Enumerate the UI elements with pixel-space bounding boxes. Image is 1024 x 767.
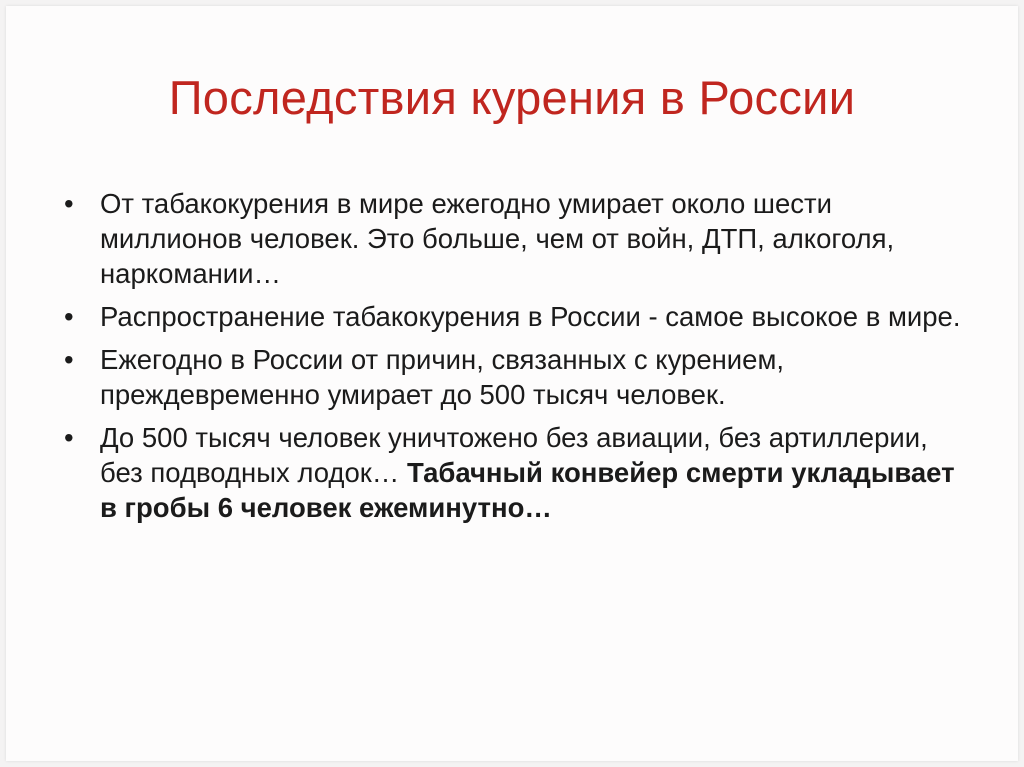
bullet-item — [64, 342, 964, 412]
bullet-item — [64, 186, 964, 291]
bullet-text: До 500 тысяч человек уничтожено без авиации, без артиллерии, без подводных лодок… — [100, 422, 928, 488]
bullet-marker-icon: • — [64, 301, 74, 332]
bullet-marker-icon: • — [64, 422, 74, 453]
bullet-item — [64, 299, 964, 334]
bullet-emphasis-text: Табачный конвейер смерти укладывает в гробы 6 человек ежеминутно… — [100, 457, 955, 523]
bullet-text: Распространение табакокурения в России - самое высокое в мире. — [100, 301, 961, 332]
slide — [6, 6, 1018, 761]
bullet-text: Ежегодно в России от причин, связанных с курением, преждевременно умирает до 500 тысяч человек. — [100, 344, 785, 410]
bullet-marker-icon: • — [64, 188, 74, 219]
slide-title: Последствия курения в России — [168, 71, 856, 124]
bullet-item — [64, 420, 964, 525]
bullet-text: От табакокурения в мире ежегодно умирает около шести миллионов человек. Это больше, чем от войн, ДТП, алкоголя, наркомании… — [100, 188, 895, 289]
bullet-marker-icon: • — [64, 344, 74, 375]
bullet-list — [64, 186, 964, 533]
